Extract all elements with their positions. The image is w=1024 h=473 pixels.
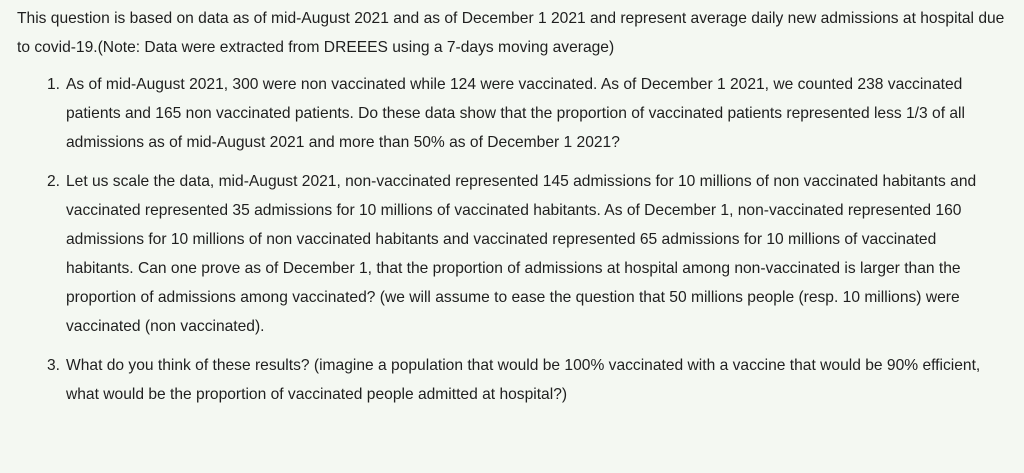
question-text: Let us scale the data, mid-August 2021, non-vaccinated represented 145 admissions for 10 millions of non vaccinated habitants and vaccinated represented 35 admissions for 10 millions of vaccinated habitants. As of December 1, non-vaccinated represented 160 admissions for 10 millions of non vaccinated habitants and vaccinated represented 65 admissions for 10 millions of vaccinated habitants. Can one prove as of December 1, that the proportion of admissions at hospital among non-vaccinated is larger than the proportion of admissions among vaccinated? (we will assume to ease the question that 50 millions people (resp. 10 millions) were vaccinated (non vaccinated). xyxy=(66,173,977,335)
intro-paragraph: This question is based on data as of mid-August 2021 and as of December 1 2021 and represent average daily new admissions at hospital due to covid-19.(Note: Data were extracted from DREEES using a 7-days moving average) xyxy=(17,10,1005,56)
question-item-3 xyxy=(0,351,1024,409)
question-text: As of mid-August 2021, 300 were non vaccinated while 124 were vaccinated. As of December 1 2021, we counted 238 vaccinated patients and 165 non vaccinated patients. Do these data show that the proportion of vaccinated patients represented less 1/3 of all admissions as of mid-August 2021 and more than 50% as of December 1 2021? xyxy=(66,76,965,151)
question-item-2 xyxy=(0,167,1024,341)
question-number: 1. xyxy=(47,76,61,93)
question-number: 2. xyxy=(47,173,61,190)
question-list xyxy=(0,70,1024,409)
question-text: What do you think of these results? (imagine a population that would be 100% vaccinated with a vaccine that would be 90% efficient, what would be the proportion of vaccinated people admitted at hospital?) xyxy=(66,357,981,403)
question-item-1 xyxy=(0,70,1024,157)
question-number: 3. xyxy=(47,357,61,374)
